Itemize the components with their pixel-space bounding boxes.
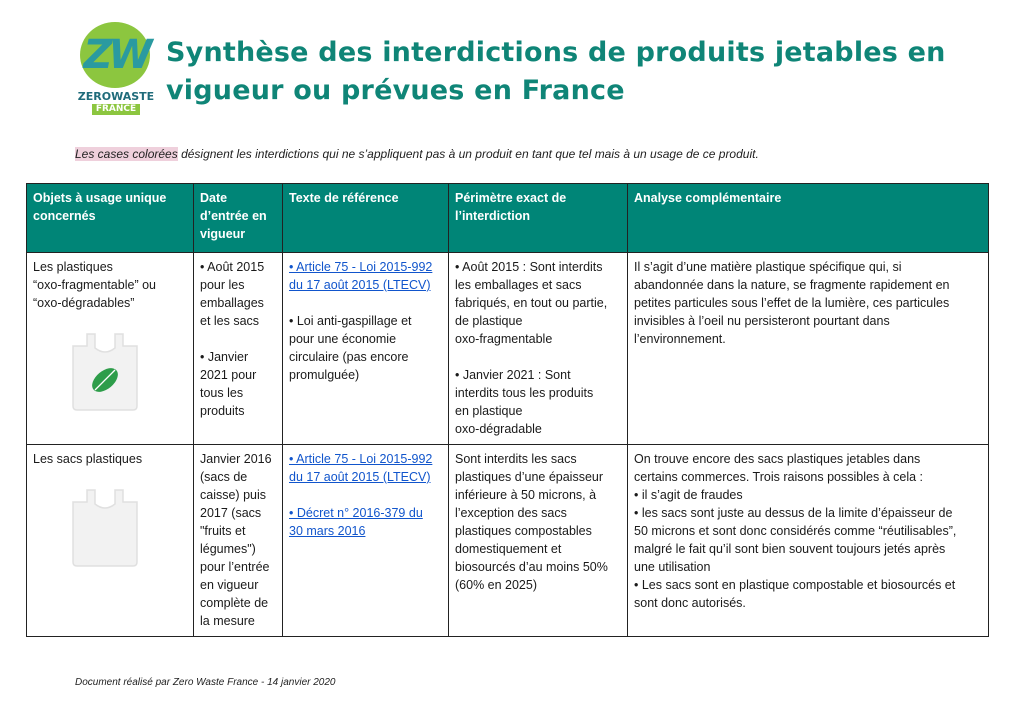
scope-text: Sont interdits les sacs — [455, 452, 577, 466]
date-text: "fruits et — [200, 524, 246, 538]
header-label: vigueur — [200, 227, 246, 241]
plastic-bag-icon — [69, 482, 141, 568]
paragraph-gap — [200, 330, 276, 348]
header-label: Analyse complémentaire — [634, 191, 782, 205]
header-label: Date — [200, 191, 228, 205]
date-text: • Janvier — [200, 350, 249, 364]
scope-text: biosourcés d’au moins 50% — [455, 560, 608, 574]
date-text: pour l’entrée — [200, 560, 270, 574]
analysis-text: une utilisation — [634, 560, 711, 574]
scope-text: interdits tous les produits — [455, 386, 594, 400]
date-text: emballages — [200, 296, 264, 310]
logo-badge: FRANCE — [92, 104, 140, 115]
highlighted-term: Les cases colorées — [75, 147, 178, 161]
date-text: produits — [200, 404, 245, 418]
header-label: l’interdiction — [455, 209, 530, 223]
reference-link-text: • Décret n° 2016-379 du — [289, 506, 423, 520]
date-text: 2017 (sacs — [200, 506, 262, 520]
analysis-text: Il s’agit d’une matière plastique spécifique qui, si — [634, 260, 902, 274]
date-text: • Août 2015 — [200, 260, 265, 274]
object-name: Les plastiques — [33, 260, 113, 274]
paragraph-gap — [455, 348, 621, 366]
analysis-text: certains commerces. Trois raisons possibles à cela : — [634, 470, 923, 484]
analysis-text: invisibles à l’oeil nu persisteront pourtant dans — [634, 314, 890, 328]
header-date — [194, 184, 283, 253]
page-title: Synthèse des interdictions de produits jetables en vigueur ou prévues en France — [166, 37, 946, 106]
cell-reference — [283, 253, 449, 445]
cell-reference — [283, 445, 449, 637]
date-text: 2021 pour — [200, 368, 257, 382]
analysis-text: abandonnée dans la nature, se fragmente rapidement en — [634, 278, 950, 292]
cell-object — [27, 445, 194, 637]
bans-table — [26, 183, 989, 637]
reference-text: • Loi anti-gaspillage et — [289, 314, 412, 328]
scope-text: l’exception des sacs — [455, 506, 567, 520]
cell-analysis — [628, 445, 989, 637]
cell-analysis — [628, 253, 989, 445]
scope-text: • Janvier 2021 : Sont — [455, 368, 571, 382]
analysis-text: • il s’agit de fraudes — [634, 488, 743, 502]
analysis-text: On trouve encore des sacs plastiques jetables dans — [634, 452, 921, 466]
cell-date — [194, 253, 283, 445]
cell-object — [27, 253, 194, 445]
header-label: Périmètre exact de — [455, 191, 567, 205]
analysis-text: malgré le fait qu’il sont bien souvent toujours jetés après — [634, 542, 946, 556]
scope-text: les emballages et sacs — [455, 278, 582, 292]
legend-note-text: désignent les interdictions qui ne s’appliquent pas à un produit en tant que tel mais à un usage de ce produit. — [177, 147, 759, 161]
analysis-text: l’environnement. — [634, 332, 726, 346]
header-label: Texte de référence — [289, 191, 399, 205]
scope-text: fabriqués, en tout ou partie, — [455, 296, 608, 310]
scope-text: de plastique — [455, 314, 523, 328]
scope-text: domestiquement et — [455, 542, 562, 556]
date-text: Janvier 2016 — [200, 452, 272, 466]
header-analysis — [628, 184, 989, 253]
date-text: la mesure — [200, 614, 255, 628]
date-text: en vigueur — [200, 578, 259, 592]
logo-wordmark: ZEROWASTE — [77, 90, 155, 103]
table-header-row — [27, 184, 989, 253]
scope-text: oxo-fragmentable — [455, 332, 553, 346]
cell-scope — [449, 253, 628, 445]
reference-link[interactable] — [289, 504, 442, 540]
date-text: (sacs de — [200, 470, 248, 484]
reference-text: pour une économie — [289, 332, 397, 346]
zero-waste-france-logo — [76, 22, 156, 114]
scope-text: en plastique — [455, 404, 523, 418]
oxo-bag-leaf-icon — [69, 326, 141, 412]
object-name: Les sacs plastiques — [33, 452, 143, 466]
header-reference — [283, 184, 449, 253]
reference-link-text: 30 mars 2016 — [289, 524, 366, 538]
object-name: “oxo-dégradables” — [33, 296, 135, 310]
object-name: “oxo-fragmentable” ou — [33, 278, 156, 292]
scope-text: (60% en 2025) — [455, 578, 538, 592]
footer-credit: Document réalisé par Zero Waste France - 14 janvier 2020 — [75, 677, 336, 688]
date-text: tous les — [200, 386, 244, 400]
reference-text: circulaire (pas encore — [289, 350, 409, 364]
analysis-text: 50 microns et sont donc considérés comme “réutilisables”, — [634, 524, 957, 538]
cell-scope — [449, 445, 628, 637]
analysis-text: • Les sacs sont en plastique compostable et biosourcés et — [634, 578, 956, 592]
scope-text: • Août 2015 : Sont interdits — [455, 260, 603, 274]
table-row — [27, 253, 989, 445]
analysis-text: sont donc autorisés. — [634, 596, 746, 610]
logo-letters: ZW — [83, 32, 149, 78]
scope-text: plastiques compostables — [455, 524, 592, 538]
paragraph-gap — [289, 294, 442, 312]
date-text: pour les — [200, 278, 245, 292]
reference-link-text: • Article 75 - Loi 2015-992 — [289, 260, 433, 274]
analysis-text: petites particules sous l’effet de la lumière, ces particules — [634, 296, 950, 310]
table-body — [27, 253, 989, 637]
reference-link-text: du 17 août 2015 (LTECV) — [289, 470, 431, 484]
scope-text: inférieure à 50 microns, à — [455, 488, 597, 502]
reference-link-text: du 17 août 2015 (LTECV) — [289, 278, 431, 292]
reference-link-text: • Article 75 - Loi 2015-992 — [289, 452, 433, 466]
header-label: concernés — [33, 209, 96, 223]
analysis-text: • les sacs sont juste au dessus de la limite d’épaisseur de — [634, 506, 953, 520]
reference-text: promulguée) — [289, 368, 360, 382]
reference-link[interactable] — [289, 450, 442, 486]
reference-link[interactable] — [289, 258, 442, 294]
legend-note — [75, 147, 759, 161]
header-scope — [449, 184, 628, 253]
header-objects — [27, 184, 194, 253]
scope-text: oxo-dégradable — [455, 422, 542, 436]
scope-text: plastiques d’une épaisseur — [455, 470, 604, 484]
cell-date — [194, 445, 283, 637]
date-text: caisse) puis — [200, 488, 266, 502]
paragraph-gap — [289, 486, 442, 504]
date-text: complète de — [200, 596, 269, 610]
header-label: d’entrée en — [200, 209, 267, 223]
table-row — [27, 445, 989, 637]
date-text: légumes") — [200, 542, 256, 556]
date-text: et les sacs — [200, 314, 260, 328]
header-label: Objets à usage unique — [33, 191, 167, 205]
